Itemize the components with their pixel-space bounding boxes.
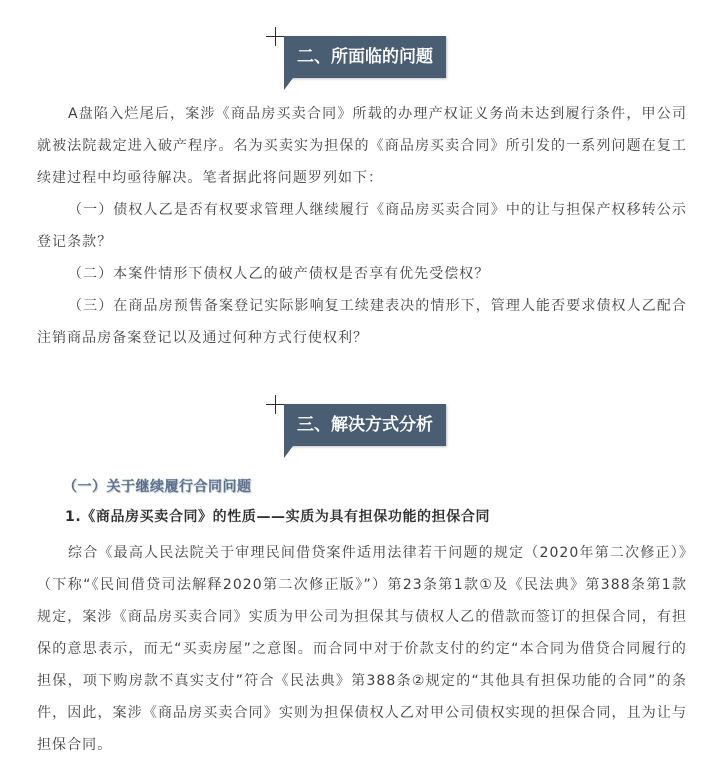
heading-tail: [284, 78, 300, 90]
section-heading: 三、解决方式分析: [284, 404, 446, 446]
question-paragraph: （一）债权人乙是否有权要求管理人继续履行《商品房买卖合同》中的让与担保产权移转公示登记条款？: [37, 202, 687, 250]
sub-heading: （一）关于继续履行合同问题: [63, 479, 252, 495]
body-paragraph: 综合《最高人民法院关于审理民间借贷案件适用法律若干问题的规定（2020年第二次修正）》（下称“《民间借贷司法解释2020第二次修正版》”）第23条第1款①及《民法典》第388条第1款规定，案涉《商品房买卖合同》实质为甲公司为担保其与债权人乙的借款而签订的担保合同，有担保的意思表示，而无“买卖房屋”之意图。而合同中对于价款支付的约定“本合同为借贷合同履行的担保，项下购房款不真实支付”符合《民法典》第388条②规定的“其他具有担保功能的合同”的条件，因此，案涉《商品房买卖合同》实则为担保债权人乙对甲公司债权实现的担保合同，且为让与担保合同。: [37, 545, 687, 753]
section-heading-block: [262, 27, 452, 107]
section-heading-block: [262, 395, 452, 475]
body-paragraph: A盘陷入烂尾后，案涉《商品房买卖合同》所载的办理产权证义务尚未达到履行条件，甲公司就被法院裁定进入破产程序。名为买卖实为担保的《商品房买卖合同》所引发的一系列问题在复工续建过程中均亟待解决。笔者据此将问题罗列如下：: [37, 106, 687, 186]
heading-tail: [284, 446, 300, 458]
crosshair-mark: [266, 36, 285, 37]
question-paragraph: （二）本案件情形下债权人乙的破产债权是否享有优先受偿权？: [68, 266, 490, 282]
section-heading: 二、所面临的问题: [284, 36, 446, 78]
question-paragraph: （三）在商品房预售备案登记实际影响复工续建表决的情形下，管理人能否要求债权人乙配合注销商品房备案登记以及通过何种方式行使权利？: [37, 298, 687, 346]
section-title: 1.《商品房买卖合同》的性质——实质为具有担保功能的担保合同: [65, 509, 491, 525]
crosshair-mark: [266, 404, 285, 405]
